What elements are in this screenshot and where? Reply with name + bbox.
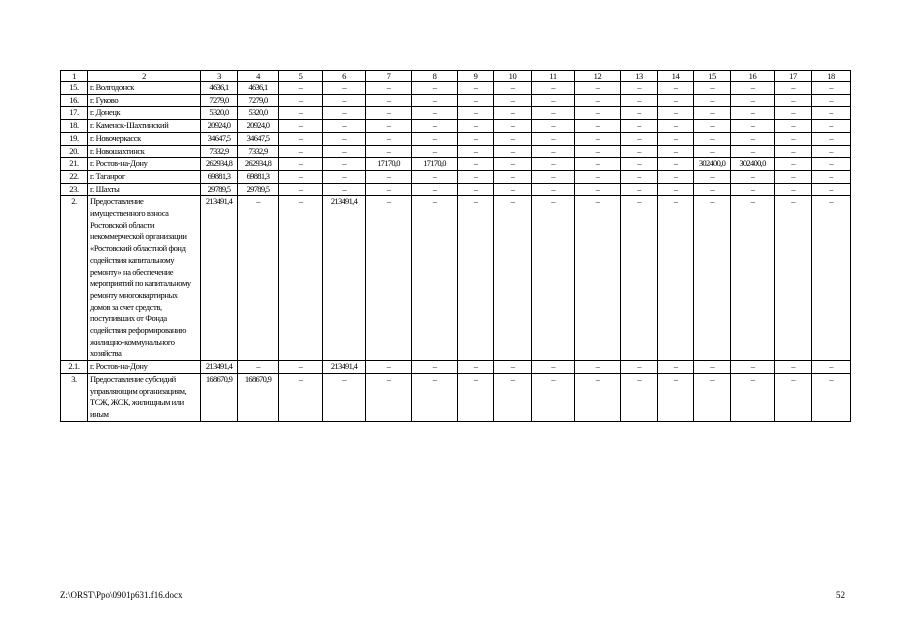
table-cell: – bbox=[494, 373, 532, 421]
table-cell: – bbox=[621, 170, 658, 183]
table-cell: – bbox=[731, 94, 775, 107]
table-cell: – bbox=[532, 145, 575, 158]
table-cell: – bbox=[279, 361, 323, 374]
table-cell: – bbox=[812, 361, 851, 374]
table-cell: 34647,5 bbox=[238, 132, 279, 145]
table-cell: – bbox=[366, 120, 412, 133]
table-cell: 20924,0 bbox=[238, 120, 279, 133]
table-cell: 29789,5 bbox=[238, 183, 279, 196]
table-cell: – bbox=[812, 107, 851, 120]
table-cell: – bbox=[323, 82, 366, 95]
table-cell: 213491,4 bbox=[323, 196, 366, 361]
table-cell: 4636,1 bbox=[201, 82, 238, 95]
table-cell: – bbox=[532, 82, 575, 95]
footer-page-number: 52 bbox=[836, 590, 845, 600]
table-cell: – bbox=[694, 170, 731, 183]
table-cell: – bbox=[575, 94, 621, 107]
table-cell: – bbox=[575, 373, 621, 421]
table-cell: – bbox=[731, 82, 775, 95]
row-number: 23. bbox=[61, 183, 88, 196]
row-number: 19. bbox=[61, 132, 88, 145]
table-cell: – bbox=[621, 158, 658, 171]
table-cell: 213491,4 bbox=[323, 361, 366, 374]
table-cell: – bbox=[775, 373, 812, 421]
row-name: г. Волгодонск bbox=[88, 82, 201, 95]
table-cell: 34647,5 bbox=[201, 132, 238, 145]
table-cell: – bbox=[694, 107, 731, 120]
row-name: г. Ростов-на-Дону bbox=[88, 361, 201, 374]
table-cell: – bbox=[694, 145, 731, 158]
row-name: г. Шахты bbox=[88, 183, 201, 196]
table-cell: – bbox=[412, 361, 458, 374]
table-cell: – bbox=[366, 361, 412, 374]
table-cell: – bbox=[532, 183, 575, 196]
table-cell: – bbox=[621, 145, 658, 158]
table-cell: – bbox=[412, 145, 458, 158]
row-name: г. Таганрог bbox=[88, 170, 201, 183]
table-cell: – bbox=[812, 373, 851, 421]
table-cell: – bbox=[575, 107, 621, 120]
table-cell: – bbox=[621, 120, 658, 133]
row-number: 18. bbox=[61, 120, 88, 133]
column-header: 11 bbox=[532, 71, 575, 82]
table-cell: – bbox=[323, 107, 366, 120]
row-name: г. Гуково bbox=[88, 94, 201, 107]
row-number: 17. bbox=[61, 107, 88, 120]
table-cell: – bbox=[812, 145, 851, 158]
table-cell: – bbox=[458, 361, 494, 374]
table-cell: – bbox=[366, 170, 412, 183]
table-cell: – bbox=[812, 82, 851, 95]
table-cell: – bbox=[575, 361, 621, 374]
table-cell: 213491,4 bbox=[201, 361, 238, 374]
table-cell: – bbox=[775, 361, 812, 374]
table-cell: – bbox=[731, 183, 775, 196]
column-header: 1 bbox=[61, 71, 88, 82]
table-cell: – bbox=[323, 183, 366, 196]
row-number: 22. bbox=[61, 170, 88, 183]
table-cell: – bbox=[621, 196, 658, 361]
table-cell: – bbox=[494, 196, 532, 361]
table-cell: – bbox=[279, 107, 323, 120]
table-row bbox=[61, 183, 851, 196]
table-cell: – bbox=[621, 361, 658, 374]
table-cell: – bbox=[412, 107, 458, 120]
row-number: 2.1. bbox=[61, 361, 88, 374]
table-cell: – bbox=[731, 196, 775, 361]
table-cell: – bbox=[458, 145, 494, 158]
table-cell: – bbox=[366, 132, 412, 145]
column-header: 18 bbox=[812, 71, 851, 82]
table-cell: – bbox=[238, 361, 279, 374]
table-cell: – bbox=[494, 361, 532, 374]
table-cell: 262934,8 bbox=[238, 158, 279, 171]
column-header: 15 bbox=[694, 71, 731, 82]
table-cell: – bbox=[458, 373, 494, 421]
table-cell: 168670,9 bbox=[201, 373, 238, 421]
table-row bbox=[61, 170, 851, 183]
table-cell: – bbox=[775, 120, 812, 133]
table-cell: – bbox=[812, 132, 851, 145]
column-header: 17 bbox=[775, 71, 812, 82]
table-cell: – bbox=[494, 120, 532, 133]
row-name: г. Новошахтинск bbox=[88, 145, 201, 158]
table-cell: – bbox=[412, 170, 458, 183]
table-row bbox=[61, 373, 851, 421]
table-cell: – bbox=[494, 183, 532, 196]
table-cell: – bbox=[812, 94, 851, 107]
row-name: Предоставление субсидий управляющим организациям, ТСЖ, ЖСК, жилищным или иным bbox=[88, 373, 201, 421]
table-cell: – bbox=[458, 107, 494, 120]
table-cell: – bbox=[812, 183, 851, 196]
table-row bbox=[61, 107, 851, 120]
table-cell: – bbox=[731, 132, 775, 145]
row-name: г. Ростов-на-Дону bbox=[88, 158, 201, 171]
table-cell: – bbox=[812, 196, 851, 361]
table-cell: – bbox=[575, 82, 621, 95]
table-cell: – bbox=[494, 132, 532, 145]
table-cell: – bbox=[532, 107, 575, 120]
table-cell: – bbox=[279, 196, 323, 361]
table-cell: – bbox=[458, 132, 494, 145]
table-cell: – bbox=[323, 373, 366, 421]
table-row bbox=[61, 145, 851, 158]
table-cell: – bbox=[494, 82, 532, 95]
table-cell: – bbox=[812, 158, 851, 171]
table-cell: – bbox=[658, 82, 694, 95]
table-cell: – bbox=[238, 196, 279, 361]
table-cell: – bbox=[323, 158, 366, 171]
table-cell: – bbox=[694, 94, 731, 107]
table-cell: – bbox=[775, 196, 812, 361]
table-cell: – bbox=[731, 170, 775, 183]
table-cell: – bbox=[694, 120, 731, 133]
table-cell: – bbox=[575, 183, 621, 196]
column-header: 8 bbox=[412, 71, 458, 82]
table-cell: – bbox=[575, 158, 621, 171]
column-header: 12 bbox=[575, 71, 621, 82]
table-cell: – bbox=[694, 82, 731, 95]
table-cell: – bbox=[494, 170, 532, 183]
table-cell: – bbox=[775, 158, 812, 171]
column-header: 6 bbox=[323, 71, 366, 82]
table-cell: – bbox=[494, 107, 532, 120]
table-cell: – bbox=[575, 170, 621, 183]
table-cell: – bbox=[458, 120, 494, 133]
table-cell: – bbox=[775, 170, 812, 183]
table-cell: – bbox=[775, 183, 812, 196]
table-cell: – bbox=[775, 132, 812, 145]
table-cell: – bbox=[323, 145, 366, 158]
table-cell: – bbox=[366, 94, 412, 107]
table-cell: – bbox=[775, 82, 812, 95]
table-row bbox=[61, 361, 851, 374]
table-cell: 5320,0 bbox=[238, 107, 279, 120]
table-cell: – bbox=[412, 183, 458, 196]
table-cell: – bbox=[658, 94, 694, 107]
table-cell: 17170,0 bbox=[412, 158, 458, 171]
column-header: 5 bbox=[279, 71, 323, 82]
table-cell: – bbox=[694, 373, 731, 421]
table-cell: 20924,0 bbox=[201, 120, 238, 133]
table-cell: – bbox=[412, 82, 458, 95]
table-cell: – bbox=[279, 120, 323, 133]
header-row bbox=[61, 71, 851, 82]
table-cell: – bbox=[532, 94, 575, 107]
row-name: г. Донецк bbox=[88, 107, 201, 120]
table-cell: – bbox=[366, 82, 412, 95]
table-cell: – bbox=[575, 120, 621, 133]
table-cell: – bbox=[366, 183, 412, 196]
column-header: 7 bbox=[366, 71, 412, 82]
table-cell: – bbox=[658, 170, 694, 183]
table-cell: – bbox=[658, 373, 694, 421]
table-cell: – bbox=[458, 183, 494, 196]
table-cell: – bbox=[323, 132, 366, 145]
table-cell: – bbox=[694, 361, 731, 374]
column-header: 2 bbox=[88, 71, 201, 82]
row-name: Предоставление имущественного взноса Ростовской области некоммерческой организации «Ростовский областной фонд содействия капитальному ремонту» на обеспечение мероприятий по капитальному ремонту многоквартирных домов за счет средств, поступивших от Фонда содействия реформированию жилищно-коммунального хозяйства bbox=[88, 196, 201, 361]
table-cell: 7279,0 bbox=[201, 94, 238, 107]
table-cell: – bbox=[494, 145, 532, 158]
table-cell: – bbox=[731, 361, 775, 374]
row-number: 20. bbox=[61, 145, 88, 158]
table-cell: – bbox=[575, 132, 621, 145]
table-cell: 29789,5 bbox=[201, 183, 238, 196]
table-row bbox=[61, 94, 851, 107]
table-cell: – bbox=[279, 94, 323, 107]
table-cell: 69881,3 bbox=[201, 170, 238, 183]
table-cell: – bbox=[812, 170, 851, 183]
table-cell: – bbox=[621, 183, 658, 196]
table-cell: – bbox=[458, 82, 494, 95]
table-cell: – bbox=[575, 145, 621, 158]
table-row bbox=[61, 132, 851, 145]
budget-table bbox=[60, 70, 851, 422]
table-cell: 7279,0 bbox=[238, 94, 279, 107]
table-cell: – bbox=[812, 120, 851, 133]
table-cell: – bbox=[694, 132, 731, 145]
table-cell: – bbox=[775, 94, 812, 107]
table-cell: – bbox=[412, 120, 458, 133]
row-number: 21. bbox=[61, 158, 88, 171]
table-cell: – bbox=[532, 373, 575, 421]
table-cell: – bbox=[279, 170, 323, 183]
table-cell: – bbox=[458, 158, 494, 171]
table-cell: – bbox=[532, 158, 575, 171]
table-cell: – bbox=[575, 196, 621, 361]
row-number: 16. bbox=[61, 94, 88, 107]
table-cell: – bbox=[658, 120, 694, 133]
row-number: 2. bbox=[61, 196, 88, 361]
table-cell: – bbox=[412, 94, 458, 107]
table-cell: – bbox=[366, 196, 412, 361]
table-cell: 7332,9 bbox=[238, 145, 279, 158]
table-cell: – bbox=[621, 373, 658, 421]
table-cell: – bbox=[323, 94, 366, 107]
row-number: 15. bbox=[61, 82, 88, 95]
table-cell: – bbox=[532, 120, 575, 133]
table-cell: – bbox=[731, 373, 775, 421]
row-name: г. Новочеркасск bbox=[88, 132, 201, 145]
table-cell: – bbox=[366, 373, 412, 421]
table-cell: – bbox=[366, 107, 412, 120]
table-cell: – bbox=[731, 107, 775, 120]
table-row bbox=[61, 196, 851, 361]
table-cell: 302400,0 bbox=[694, 158, 731, 171]
table-cell: – bbox=[621, 107, 658, 120]
table-cell: – bbox=[658, 196, 694, 361]
table-cell: – bbox=[532, 170, 575, 183]
table-cell: – bbox=[279, 373, 323, 421]
table-cell: 213491,4 bbox=[201, 196, 238, 361]
table-cell: 302400,0 bbox=[731, 158, 775, 171]
column-header: 13 bbox=[621, 71, 658, 82]
table-cell: – bbox=[279, 158, 323, 171]
table-cell: – bbox=[458, 94, 494, 107]
table-cell: – bbox=[458, 170, 494, 183]
table-cell: – bbox=[694, 196, 731, 361]
table-cell: – bbox=[658, 361, 694, 374]
column-header: 16 bbox=[731, 71, 775, 82]
table-cell: – bbox=[658, 132, 694, 145]
column-header: 4 bbox=[238, 71, 279, 82]
table-cell: – bbox=[658, 107, 694, 120]
table-cell: 262934,8 bbox=[201, 158, 238, 171]
table-cell: 69881,3 bbox=[238, 170, 279, 183]
table-cell: – bbox=[694, 183, 731, 196]
table-cell: – bbox=[731, 145, 775, 158]
table-cell: – bbox=[458, 196, 494, 361]
table-cell: – bbox=[658, 158, 694, 171]
table-cell: – bbox=[323, 120, 366, 133]
table-cell: – bbox=[621, 94, 658, 107]
table-cell: – bbox=[532, 132, 575, 145]
column-header: 14 bbox=[658, 71, 694, 82]
table-cell: – bbox=[775, 145, 812, 158]
table-cell: – bbox=[279, 183, 323, 196]
table-cell: – bbox=[775, 107, 812, 120]
row-name: г. Каменск-Шахтинский bbox=[88, 120, 201, 133]
table-row bbox=[61, 120, 851, 133]
table-cell: – bbox=[323, 170, 366, 183]
table-cell: – bbox=[279, 82, 323, 95]
column-header: 9 bbox=[458, 71, 494, 82]
table-cell: – bbox=[279, 132, 323, 145]
table-cell: 7332,9 bbox=[201, 145, 238, 158]
table-cell: 4636,1 bbox=[238, 82, 279, 95]
footer-file-path: Z:\ORST\Ppo\0901p631.f16.docx bbox=[60, 590, 183, 600]
table-cell: – bbox=[658, 145, 694, 158]
table-row bbox=[61, 158, 851, 171]
table-cell: 168670,9 bbox=[238, 373, 279, 421]
column-header: 3 bbox=[201, 71, 238, 82]
table-cell: – bbox=[621, 132, 658, 145]
table-cell: – bbox=[494, 94, 532, 107]
table-cell: – bbox=[532, 361, 575, 374]
table-cell: 5320,0 bbox=[201, 107, 238, 120]
table-cell: – bbox=[532, 196, 575, 361]
row-number: 3. bbox=[61, 373, 88, 421]
table-cell: – bbox=[412, 196, 458, 361]
table-cell: – bbox=[731, 120, 775, 133]
table-cell: – bbox=[658, 183, 694, 196]
table-cell: – bbox=[366, 145, 412, 158]
table-row bbox=[61, 82, 851, 95]
table-cell: – bbox=[412, 373, 458, 421]
table-cell: – bbox=[412, 132, 458, 145]
column-header: 10 bbox=[494, 71, 532, 82]
table-cell: – bbox=[621, 82, 658, 95]
table-cell: 17170,0 bbox=[366, 158, 412, 171]
table-cell: – bbox=[494, 158, 532, 171]
table-cell: – bbox=[279, 145, 323, 158]
